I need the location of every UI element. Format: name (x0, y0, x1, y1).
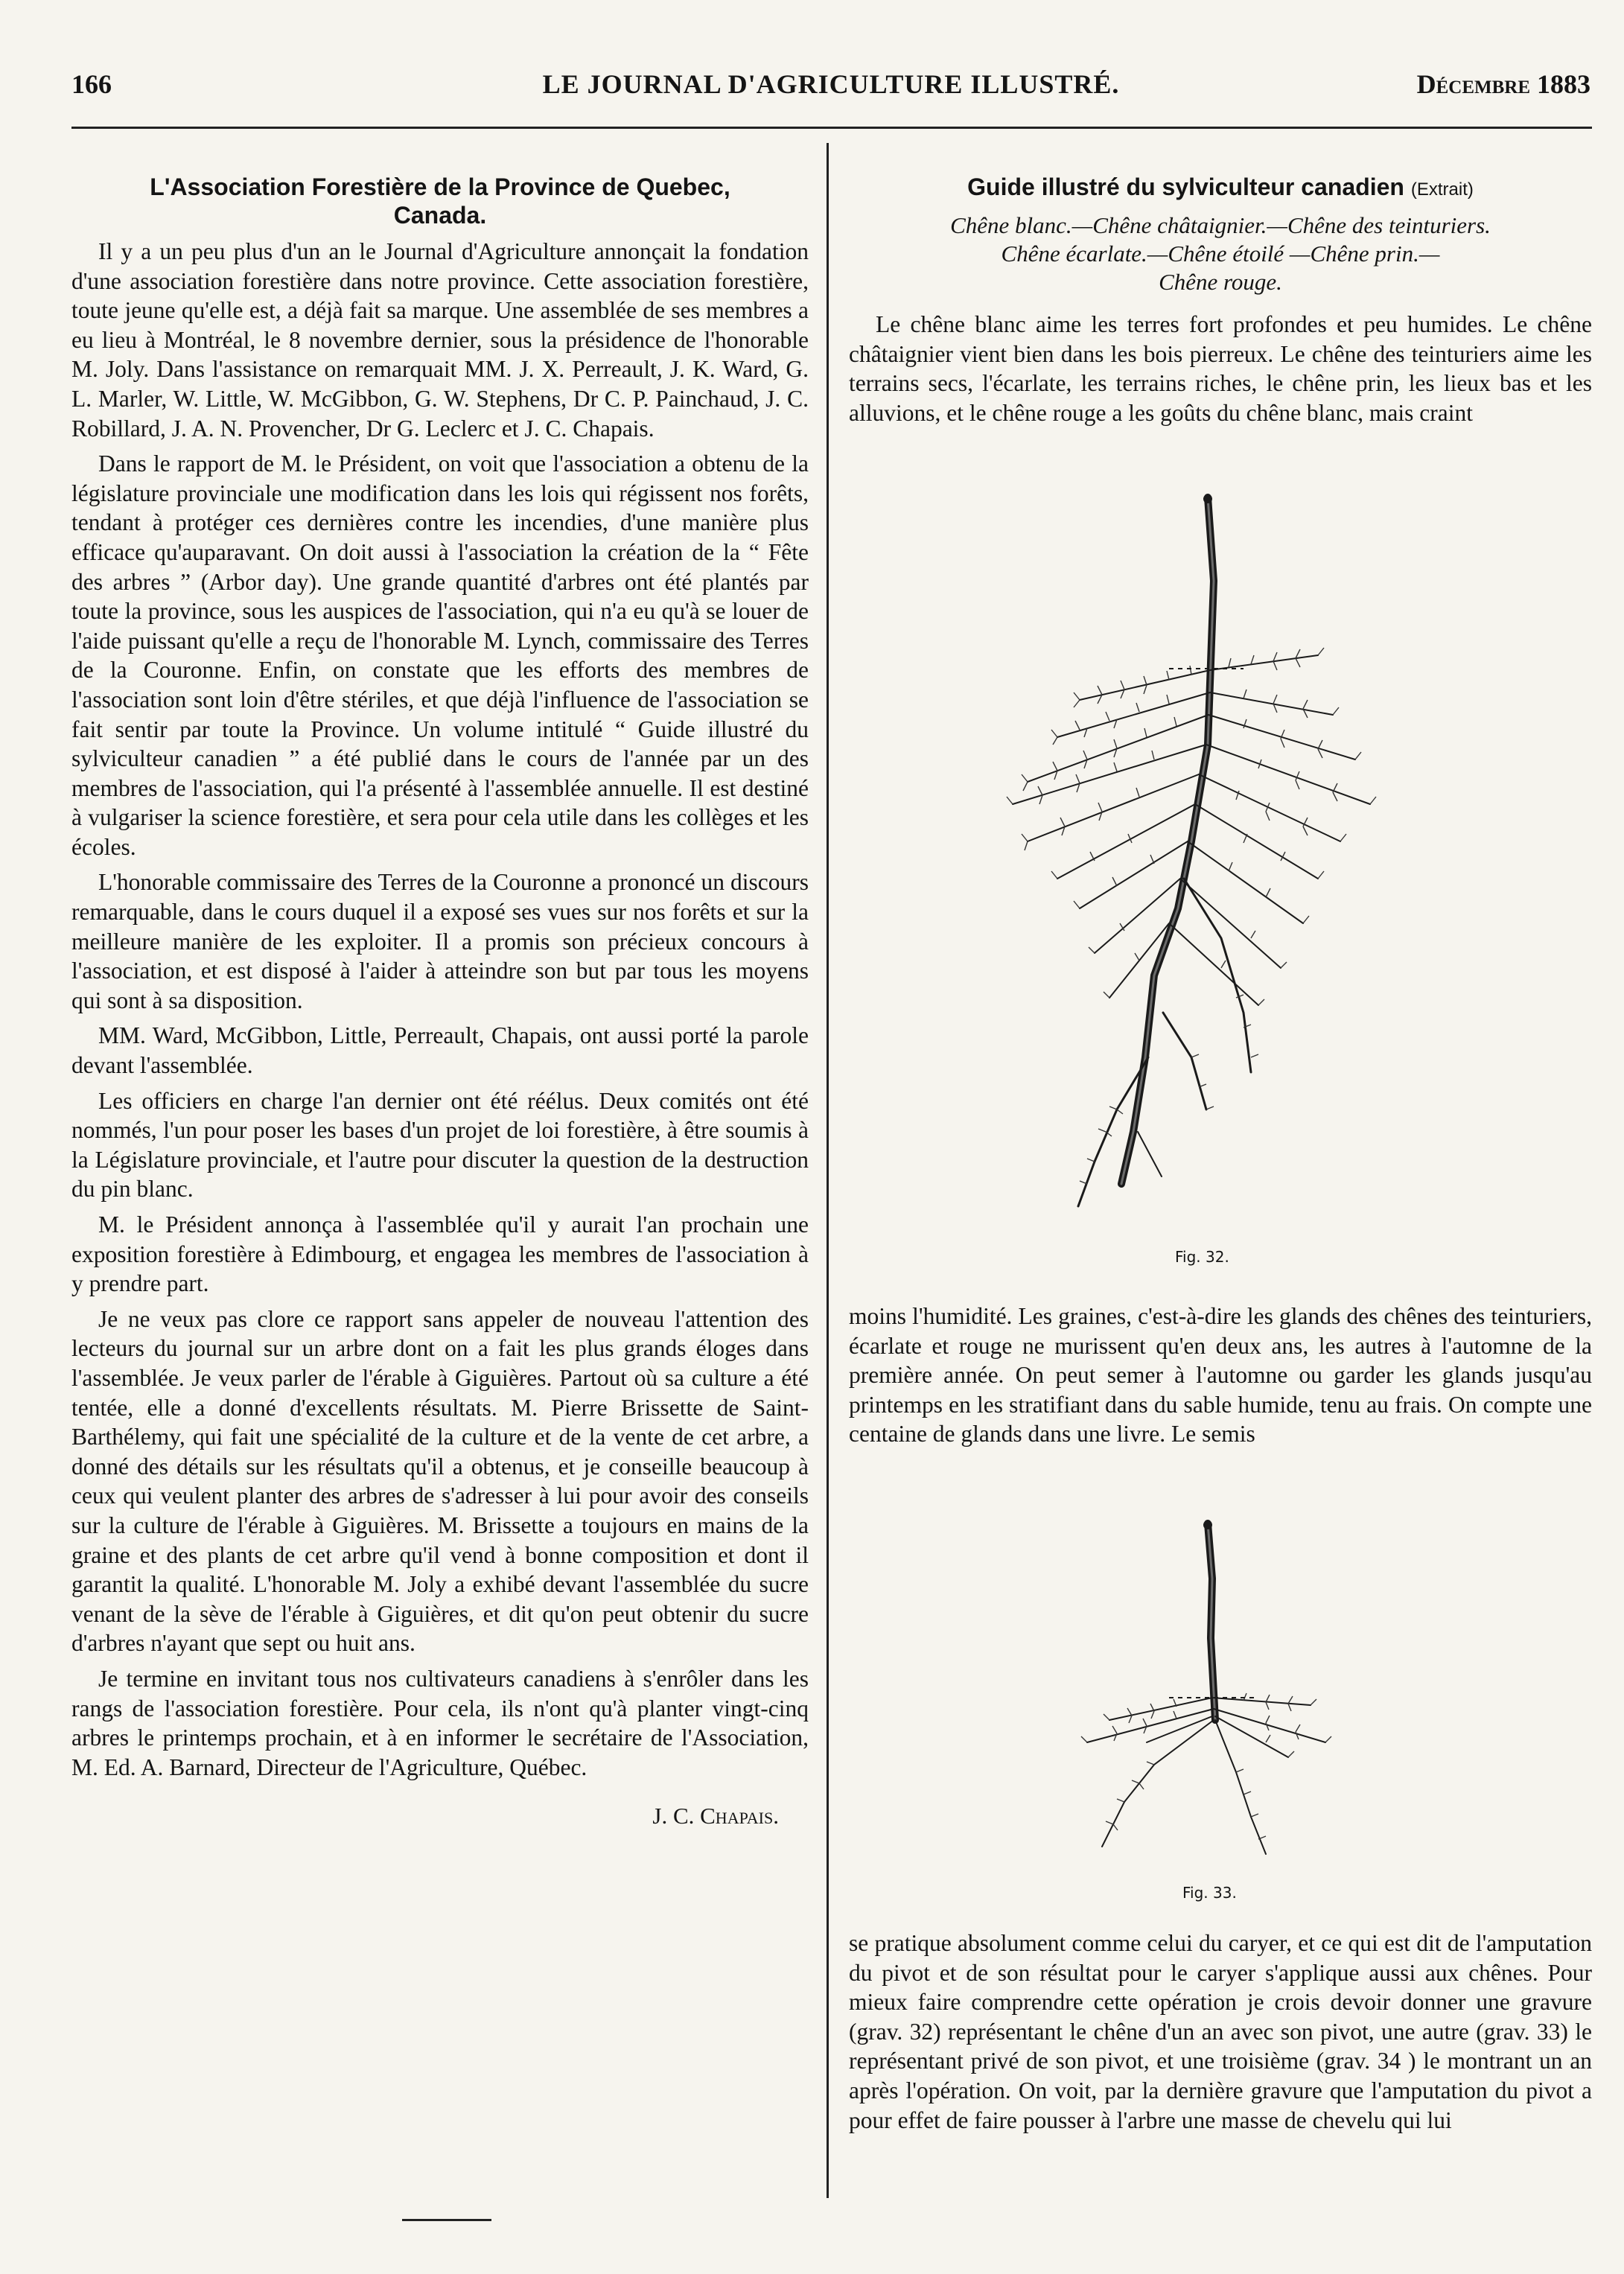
left-article-title (71, 173, 809, 229)
paragraph: MM. Ward, McGibbon, Little, Perreault, Chapais, ont aussi porté la parole devant l'assemblée. (71, 1022, 809, 1079)
left-title-line1: L'Association Forestière de la Province de Quebec, (150, 173, 730, 200)
right-article-bottom (849, 1929, 1592, 2141)
figure-32-oak-seedling-with-taproot (968, 491, 1385, 1236)
right-title-text: Guide illustré du sylviculteur canadien (967, 173, 1404, 200)
column-divider (827, 143, 829, 2198)
fig-32-caption: Fig. 32. (1175, 1248, 1229, 1266)
issue-date: Décembre 1883 (1416, 69, 1590, 99)
page-header (71, 69, 1590, 110)
paragraph: Dans le rapport de M. le Président, on voit que l'association a obtenu de la législature provinciale une modification dans les lois qui régissent nos forêts, tendant à protéger ces dernières contre les incendies, d'une manière plus efficace qu'auparavant. On doit aussi à l'association la création de la “ Fête des arbres ” (Arbor day). Une grande quantité d'arbres ont été plantés par toute la province, sous les auspices de l'association, qui n'a eu qu'à se louer de l'aide puissant qu'elle a reçu de l'honorable M. Lynch, commissaire des Terres de la Couronne. Enfin, on constate que les efforts des membres de l'association sont loin d'être stériles, et que déjà l'influence de l'association se fait sentir par toute la Province. Un volume intitulé “ Guide illustré du sylviculteur canadien ” a été publié dans le cours de l'année par un des membres de l'association, qui l'a présenté à l'assemblée annuelle. Il est destiné à vulgariser la science forestière, et sera pour cela utile dans les collèges et les écoles. (71, 450, 809, 860)
paragraph: se pratique absolument comme celui du caryer, et ce qui est dit de l'amputation du pivot et de son résultat pour le caryer s'applique aussi aux chênes. Pour mieux faire comprendre cette opération je crois devoir donner une gravure (grav. 32) représentant le chêne d'un an avec son pivot, une autre (grav. 33) le représentant privé de son pivot, et une troisième (grav. 34 ) le montrant un an après l'opération. On voit, par la dernière gravure que l'amputation du pivot a pour effet de faire pousser à l'arbre une masse de chevelu qui lui (849, 1930, 1592, 2133)
paragraph: moins l'humidité. Les graines, c'est-à-dire les glands des chênes des teinturiers, écarlate et rouge ne murissent qu'en deux ans, les autres à l'automne de la première année. On peut semer à l'automne ou garder les glands jusqu'au printemps en les stratifiant dans du sable humide, tenu au frais. On compte une centaine de glands dans une livre. Le semis (849, 1303, 1592, 1447)
paragraph: Les officiers en charge l'an dernier ont été réélus. Deux comités ont été nommés, l'un pour poser les bases d'un projet de loi forestière, à être soumis à la Législature provinciale, et l'autre pour discuter la question de la destruction du pin blanc. (71, 1087, 809, 1203)
paragraph: Je termine en invitant tous nos cultivateurs canadiens à s'enrôler dans les rangs de l'association forestière. Pour cela, ils n'ont qu'à planter vingt-cinq arbres le printemps prochain, et à en informer le secrétaire de l'Association, M. Ed. A. Barnard, Directeur de l'Agriculture, Québec. (71, 1665, 809, 1780)
journal-title: LE JOURNAL D'AGRICULTURE ILLUSTRÉ. (542, 69, 1120, 99)
right-title-suffix: (Extrait) (1410, 179, 1474, 200)
right-article-title (849, 173, 1592, 204)
end-rule (402, 2219, 491, 2221)
right-article-middle (849, 1302, 1592, 1455)
paragraph: M. le Président annonça à l'assemblée qu'il y aurait l'an prochain une exposition forestière à Edimbourg, et engagea les membres de l'association à y prendre part. (71, 1211, 809, 1297)
paragraph: Je ne veux pas clore ce rapport sans appeler de nouveau l'attention des lecteurs du journal sur un arbre dont on a fait les plus grands éloges dans l'assemblée. Je veux parler de l'érable à Giguières. Partout où sa culture a été tentée, elle a donné d'excellents résultats. M. Pierre Brissette de Saint-Barthélemy, qui fait une spécialité de la culture et de la vente de cet arbre, a donné des détails sur les résultats qu'il a obtenus, et je conseille beaucoup à ceux qui veulent planter des arbres de s'adresser à lui pour avoir des conseils sur la culture de l'érable à Giguières. M. Brissette a toujours en mains de la graine et des plants de cet arbre qu'il vend à bonne composition et dont il garantit la qualité. L'honorable M. Joly a exhibé devant l'assemblée du sucre venant de la sève de l'érable à Giguières, et dit qu'on peut obtenir du sucre d'arbres n'ayant que sept ou huit ans. (71, 1305, 809, 1657)
page-number: 166 (71, 69, 112, 99)
species-list (849, 211, 1592, 296)
figure-33-oak-seedling-pivot-removed (1042, 1519, 1340, 1869)
author-signature: J. C. Chapais. (652, 1803, 779, 1829)
right-article-top (849, 173, 1592, 433)
species-line3: Chêne rouge. (1159, 269, 1282, 295)
fig-33-caption: Fig. 33. (1182, 1884, 1237, 1902)
header-rule (71, 127, 1592, 129)
left-article (71, 173, 809, 1831)
left-title-line2: Canada. (393, 202, 487, 229)
paragraph: Il y a un peu plus d'un an le Journal d'Agriculture annonçait la fondation d'une association forestière dans notre province. Cette association forestière, toute jeune qu'elle est, a déjà fait sa marque. Une assemblée de ses membres a eu lieu à Montréal, le 8 novembre dernier, sous la présidence de l'honorable M. Joly. Dans l'assistance on remarquait MM. J. X. Perreault, J. K. Ward, G. L. Marler, W. Little, W. McGibbon, G. W. Stephens, Dr C. P. Painchaud, J. C. Robillard, J. A. N. Provencher, Dr G. Leclerc et J. C. Chapais. (71, 238, 809, 442)
paragraph: L'honorable commissaire des Terres de la Couronne a prononcé un discours remarquable, dans le cours duquel il a exposé ses vues sur nos forêts et sur la meilleure manière de les exploiter. Il a promis son précieux concours à l'association, et est disposé à l'aider à atteindre son but par tous les moyens qui sont à sa disposition. (71, 869, 809, 1013)
paragraph: Le chêne blanc aime les terres fort profondes et peu humides. Le chêne châtaignier vient bien dans les bois pierreux. Le chêne des teinturiers aime les terrains secs, l'écarlate, les terrains riches, le chêne prin, les lieux bas et les alluvions, et le chêne rouge a les goûts du chêne blanc, mais craint (849, 311, 1592, 426)
species-line2: Chêne écarlate.—Chêne étoilé —Chêne prin.— (1001, 241, 1440, 267)
species-line1: Chêne blanc.—Chêne châtaignier.—Chêne des teinturiers. (950, 212, 1491, 238)
